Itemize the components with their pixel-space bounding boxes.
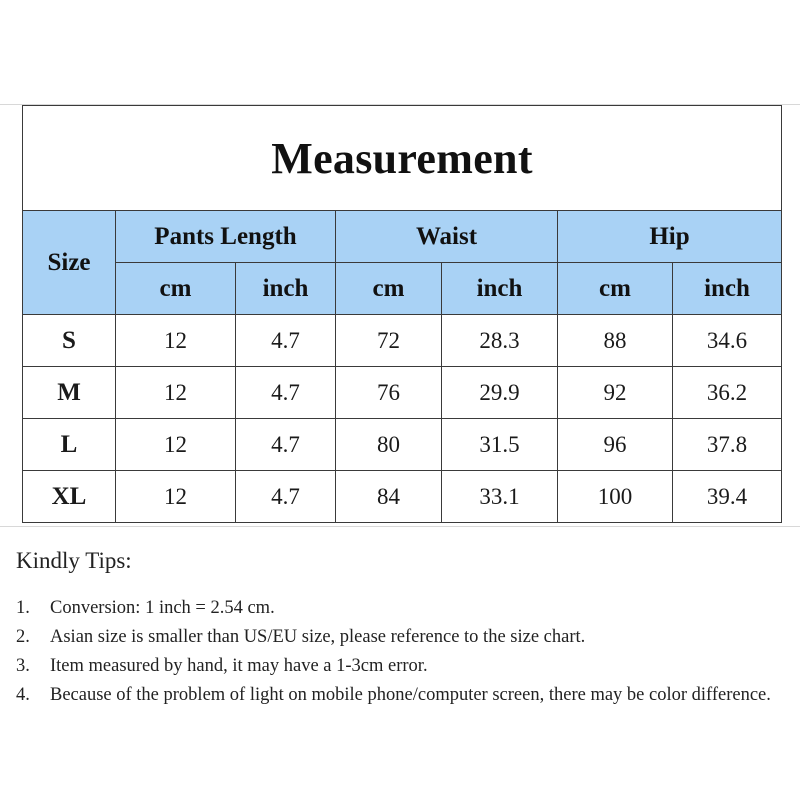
size-cell: S — [23, 315, 116, 367]
value-cell: 4.7 — [236, 367, 336, 419]
group-header-hip: Hip — [558, 211, 782, 263]
tip-number: 1. — [16, 598, 30, 618]
value-cell: 34.6 — [673, 315, 782, 367]
group-header-waist: Waist — [336, 211, 558, 263]
unit-header: cm — [558, 263, 673, 315]
value-cell: 88 — [558, 315, 673, 367]
value-cell: 100 — [558, 471, 673, 523]
value-cell: 33.1 — [442, 471, 558, 523]
value-cell: 12 — [116, 367, 236, 419]
tip-number: 4. — [16, 685, 30, 705]
value-cell: 37.8 — [673, 419, 782, 471]
table-row — [23, 315, 782, 367]
tip-text: Because of the problem of light on mobile phone/computer screen, there may be color difference. — [50, 685, 771, 705]
value-cell: 4.7 — [236, 315, 336, 367]
value-cell: 92 — [558, 367, 673, 419]
value-cell: 72 — [336, 315, 442, 367]
value-cell: 84 — [336, 471, 442, 523]
value-cell: 4.7 — [236, 471, 336, 523]
bottom-divider — [0, 526, 800, 527]
value-cell: 12 — [116, 315, 236, 367]
unit-header: inch — [442, 263, 558, 315]
list-item — [16, 594, 786, 623]
value-cell: 80 — [336, 419, 442, 471]
value-cell: 4.7 — [236, 419, 336, 471]
value-cell: 36.2 — [673, 367, 782, 419]
tip-number: 3. — [16, 656, 30, 676]
table-row — [23, 471, 782, 523]
value-cell: 39.4 — [673, 471, 782, 523]
unit-header: cm — [116, 263, 236, 315]
kindly-tips — [16, 548, 786, 710]
value-cell: 28.3 — [442, 315, 558, 367]
list-item — [16, 623, 786, 652]
tip-text: Conversion: 1 inch = 2.54 cm. — [50, 598, 275, 618]
group-header-pants-length: Pants Length — [116, 211, 336, 263]
unit-header: cm — [336, 263, 442, 315]
size-column-header: Size — [23, 211, 116, 315]
value-cell: 12 — [116, 471, 236, 523]
table-row — [23, 367, 782, 419]
tip-text: Asian size is smaller than US/EU size, please reference to the size chart. — [50, 627, 586, 647]
table-row — [23, 419, 782, 471]
value-cell: 31.5 — [442, 419, 558, 471]
tip-number: 2. — [16, 627, 30, 647]
value-cell: 76 — [336, 367, 442, 419]
value-cell: 29.9 — [442, 367, 558, 419]
size-cell: L — [23, 419, 116, 471]
unit-header: inch — [673, 263, 782, 315]
size-chart-table — [22, 105, 782, 523]
value-cell: 96 — [558, 419, 673, 471]
list-item — [16, 681, 786, 710]
size-cell: M — [23, 367, 116, 419]
unit-header: inch — [236, 263, 336, 315]
size-cell: XL — [23, 471, 116, 523]
tip-text: Item measured by hand, it may have a 1-3cm error. — [50, 656, 428, 676]
list-item — [16, 652, 786, 681]
tips-title: Kindly Tips: — [16, 548, 132, 573]
tips-list — [16, 594, 786, 710]
value-cell: 12 — [116, 419, 236, 471]
table-title: Measurement — [23, 106, 782, 211]
